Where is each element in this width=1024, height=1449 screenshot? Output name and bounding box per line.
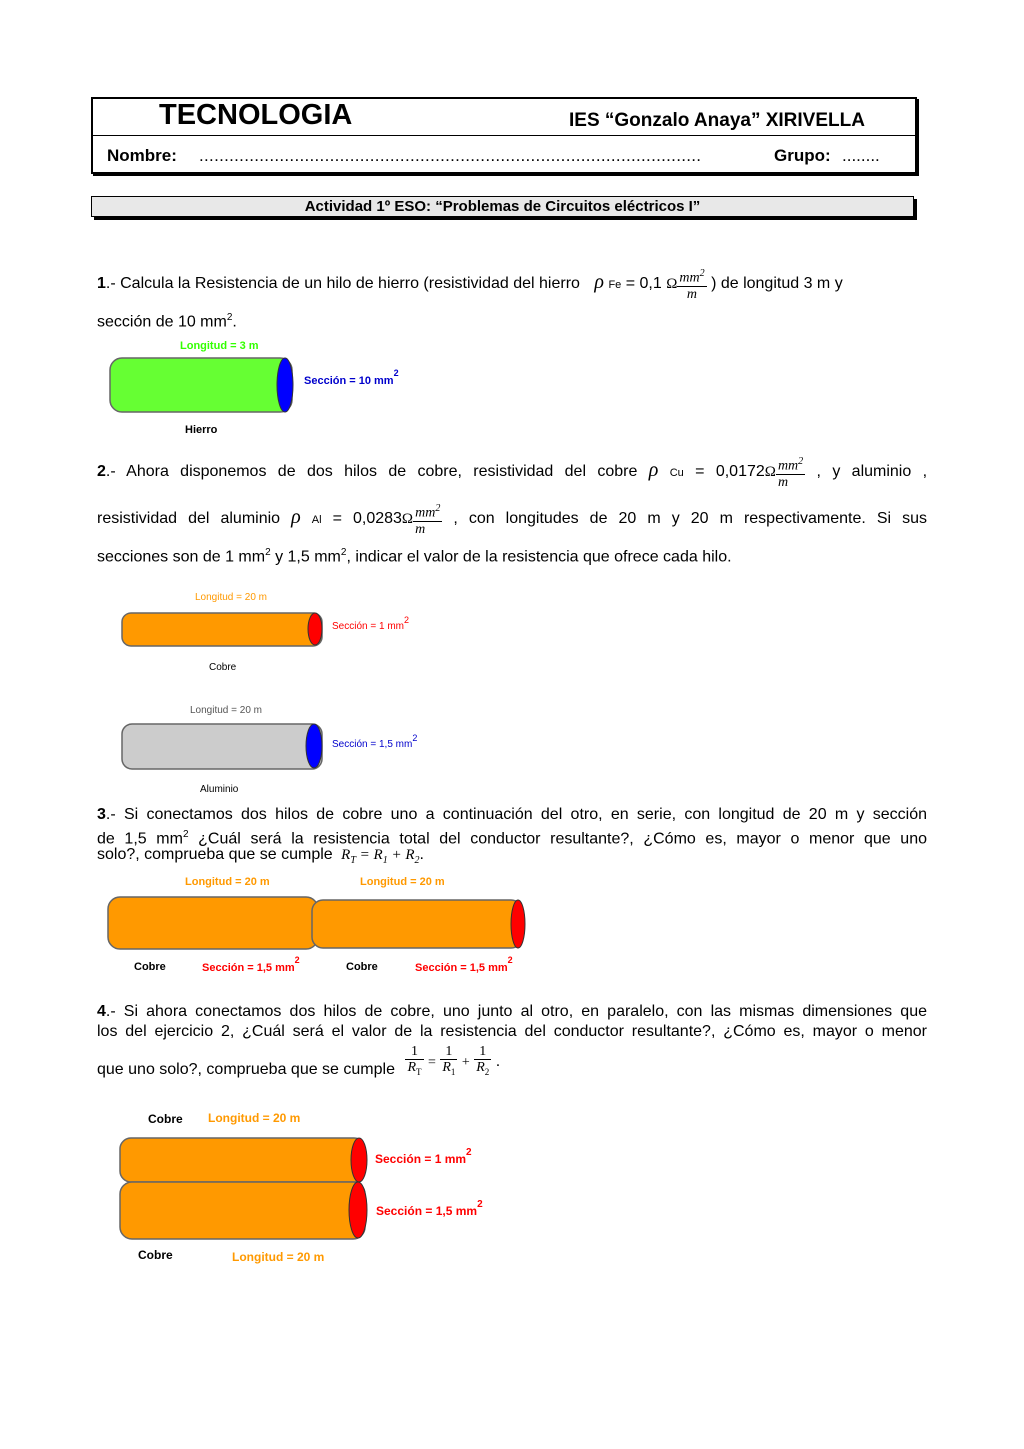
problem-4-line2: los del ejercicio 2, ¿Cuál será el valor de la resistencia del conductor resultante?, ¿Cómo es, mayor o menor: [97, 1023, 927, 1040]
parallel-wires-figure: [110, 1100, 510, 1275]
parallel-wire-top-body: [120, 1138, 365, 1182]
series-wire-1-body: [108, 897, 318, 949]
parallel-wire-top-end: [351, 1138, 367, 1182]
parallel-formula-r1: $\frac{1}{R_1}$: [442, 1044, 456, 1077]
series-formula: $R_T = R_1 + R_2$: [341, 847, 420, 866]
series-wires-figure: [100, 870, 540, 980]
name-field[interactable]: ....................................................................................................: [199, 146, 702, 165]
iron-length-label: Longitud = 3 m: [180, 340, 259, 352]
aluminium-wire-body: [122, 724, 322, 769]
problem-3-line1: 3.- Si conectamos dos hilos de cobre uno a continuación del otro, en serie, con longitud de 20 m y sección: [97, 806, 927, 823]
parallel-length-top: Longitud = 20 m: [208, 1111, 301, 1125]
parallel-wire-bottom-body: [120, 1182, 365, 1239]
problem-2-line3: secciones son de 1 $mm^2$ y 1,5 $mm^2$, indicar el valor de la resistencia que ofrece cada hilo.: [97, 547, 732, 566]
aluminium-length-label: Longitud = 20 m: [190, 705, 262, 716]
iron-material-label: Hierro: [185, 424, 218, 436]
iron-section-label: Sección = 10 $mm^2$: [304, 368, 399, 387]
copper-length-label: Longitud = 20 m: [195, 592, 267, 603]
series-wire-2-body: [312, 900, 522, 948]
group-field[interactable]: ........: [842, 146, 880, 165]
copper-material-label: Cobre: [209, 662, 237, 673]
header-divider: [93, 135, 915, 136]
series-section-1: Sección = 1,5 $mm^2$: [202, 955, 300, 974]
aluminium-section-label: Sección = 1,5 mm2: [332, 733, 418, 750]
series-length-1: Longitud = 20 m: [185, 876, 270, 888]
parallel-wire-bottom-end: [349, 1182, 367, 1238]
copper-section-label: Sección = 1 mm2: [332, 615, 409, 632]
parallel-section-bottom: Sección = 1,5 $mm^2$: [376, 1199, 483, 1218]
series-material-1: Cobre: [134, 961, 166, 973]
page-title: TECNOLOGIA: [159, 99, 353, 131]
problem-4-line3: que uno solo?, comprueba que se cumple $\frac{1}{R_T}$ = $\frac{1}{R_1}$ + $\frac{1}{R_2}$ .: [97, 1044, 501, 1079]
aluminium-wire-figure: [110, 698, 440, 798]
parallel-material-bottom: Cobre: [138, 1248, 173, 1262]
problem-1-number: 1: [97, 275, 106, 293]
parallel-material-top: Cobre: [148, 1112, 183, 1126]
series-section-2: Sección = 1,5 $mm^2$: [415, 955, 513, 974]
iron-wire-figure: [100, 332, 420, 442]
iron-wire-body: [110, 358, 292, 412]
problem-1-line2: sección de 10 $mm^2$.: [97, 312, 237, 331]
problem-1-line1: 1.- Calcula la Resistencia de un hilo de hierro (resistividad del hierro ρ Fe = 0,1 Ω $\frac{mm^2}{m}$ ) de longitud 3 m y: [97, 268, 843, 302]
parallel-length-bottom: Longitud = 20 m: [232, 1250, 325, 1264]
problem-3-line3: solo?, comprueba que se cumple $R_T = R_1 + R_2$.: [97, 846, 424, 866]
school-name: IES “Gonzalo Anaya” XIRIVELLA: [569, 110, 865, 131]
aluminium-material-label: Aluminio: [200, 784, 239, 795]
aluminium-wire-end: [306, 724, 322, 768]
copper-wire-figure: [110, 585, 440, 680]
copper-wire-end: [308, 613, 322, 645]
rho-symbol: ρ: [594, 271, 604, 294]
parallel-formula-r2: $\frac{1}{R_2}$: [476, 1044, 490, 1077]
problem-2-line1: 2.- Ahora disponemos de dos hilos de cobre, resistividad del cobre ρ Cu = 0,0172Ω $\frac{mm^2}{m}$ , y aluminio ,: [97, 456, 928, 490]
series-material-2: Cobre: [346, 961, 378, 973]
parallel-section-top: Sección = 1 $mm^2$: [375, 1147, 472, 1166]
series-wire-end: [511, 900, 525, 948]
unit-fraction: $\frac{mm^2}{m}$: [679, 268, 705, 302]
header-box: [91, 97, 917, 174]
copper-wire-body: [122, 613, 322, 646]
problem-2-line2: resistividad del aluminio ρ Al = 0,0283Ω $\frac{mm^2}{m}$ , con longitudes de 20 m y 20 m respectivamente. Si sus: [97, 503, 928, 537]
activity-title: Actividad 1º ESO: “Problemas de Circuitos eléctricos I”: [91, 196, 914, 217]
name-label: Nombre:: [107, 146, 177, 165]
problem-4-line1: 4.- Si ahora conectamos dos hilos de cobre, uno junto al otro, en paralelo, con las mismas dimensiones que: [97, 1003, 927, 1020]
iron-wire-end: [277, 358, 293, 412]
problem-3-line2: de 1,5 $mm^2$ ¿Cuál será la resistencia total del conductor resultante?, ¿Cómo es, mayor o menor que uno: [97, 829, 927, 848]
group-label: Grupo:: [774, 146, 831, 165]
series-length-2: Longitud = 20 m: [360, 876, 445, 888]
parallel-formula-rt: $\frac{1}{R_T}$: [407, 1044, 422, 1077]
